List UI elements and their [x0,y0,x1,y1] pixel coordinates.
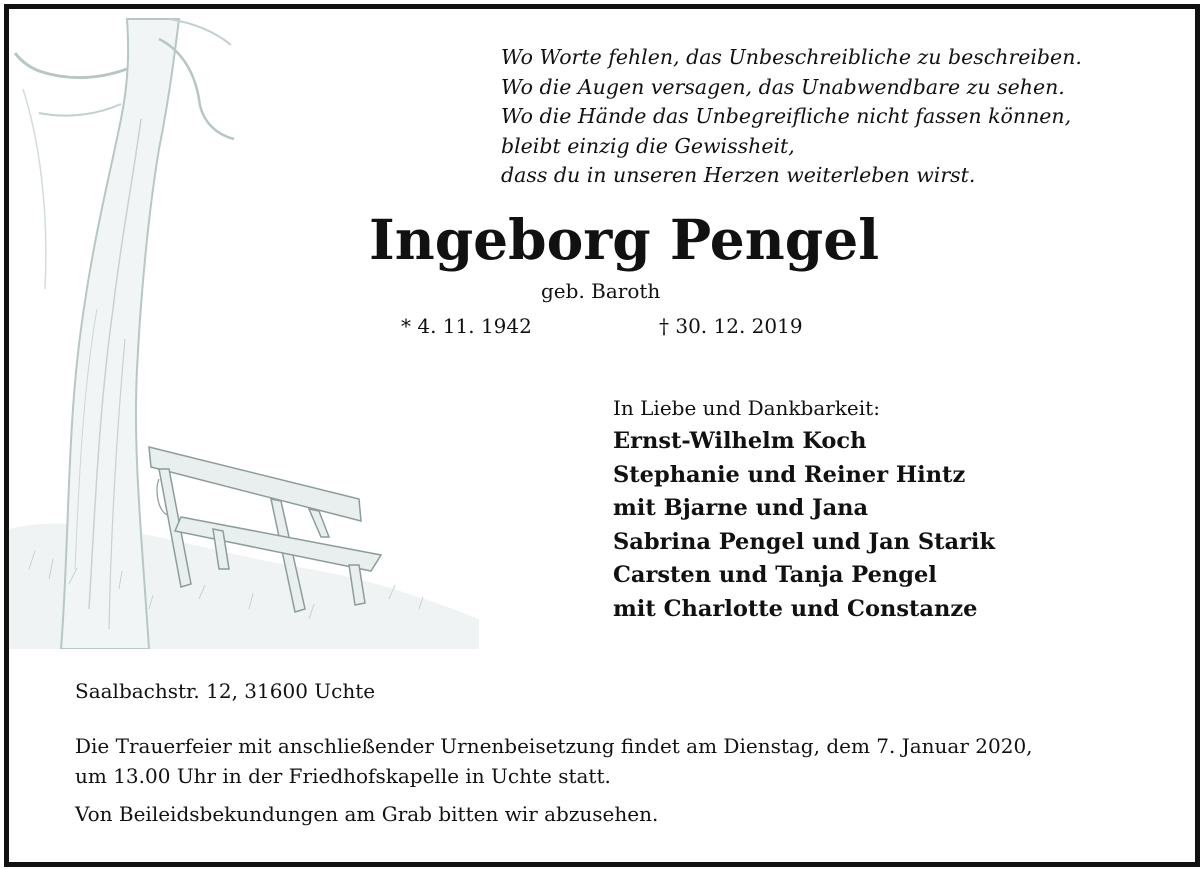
family-address: Saalbachstr. 12, 31600 Uchte [75,679,376,703]
mourner-name: Carsten und Tanja Pengel [613,562,937,588]
poem-line: bleibt einzig die Gewissheit, [501,133,795,158]
death-date: † 30. 12. 2019 [659,314,803,338]
mourner-name: Stephanie und Reiner Hintz [613,461,966,488]
service-line: um 13.00 Uhr in der Friedhofskapelle in Uchte statt. [75,764,611,788]
mourners-block [613,391,995,626]
service-line: Die Trauerfeier mit anschließender Urnenbeisetzung findet am Dienstag, dem 7. Januar 2020, [75,734,1033,758]
poem-line: Wo die Hände das Unbegreifliche nicht fassen können, [501,104,1072,128]
mourner-name: mit Bjarne und Jana [613,495,869,521]
poem [501,43,1082,191]
deceased-name: Ingeborg Pengel [369,207,880,272]
mourner-name: mit Charlotte und Constanze [613,595,978,622]
birth-date: * 4. 11. 1942 [401,314,532,338]
mourner-name: Ernst-Wilhelm Koch [613,428,867,454]
funeral-service-info [75,731,1033,791]
condolence-note: Von Beileidsbekundungen am Grab bitten wir abzusehen. [75,802,659,826]
mourner-name: Sabrina Pengel und Jan Starik [613,528,996,555]
mourners-intro: In Liebe und Dankbarkeit: [613,396,880,420]
poem-line: Wo Worte fehlen, das Unbeschreibliche zu beschreiben. [501,45,1082,69]
poem-line: dass du in unseren Herzen weiterleben wirst. [501,163,976,187]
obituary-card [4,4,1200,867]
maiden-name: geb. Baroth [541,279,661,303]
poem-line: Wo die Augen versagen, das Unabwendbare zu sehen. [501,74,1065,99]
